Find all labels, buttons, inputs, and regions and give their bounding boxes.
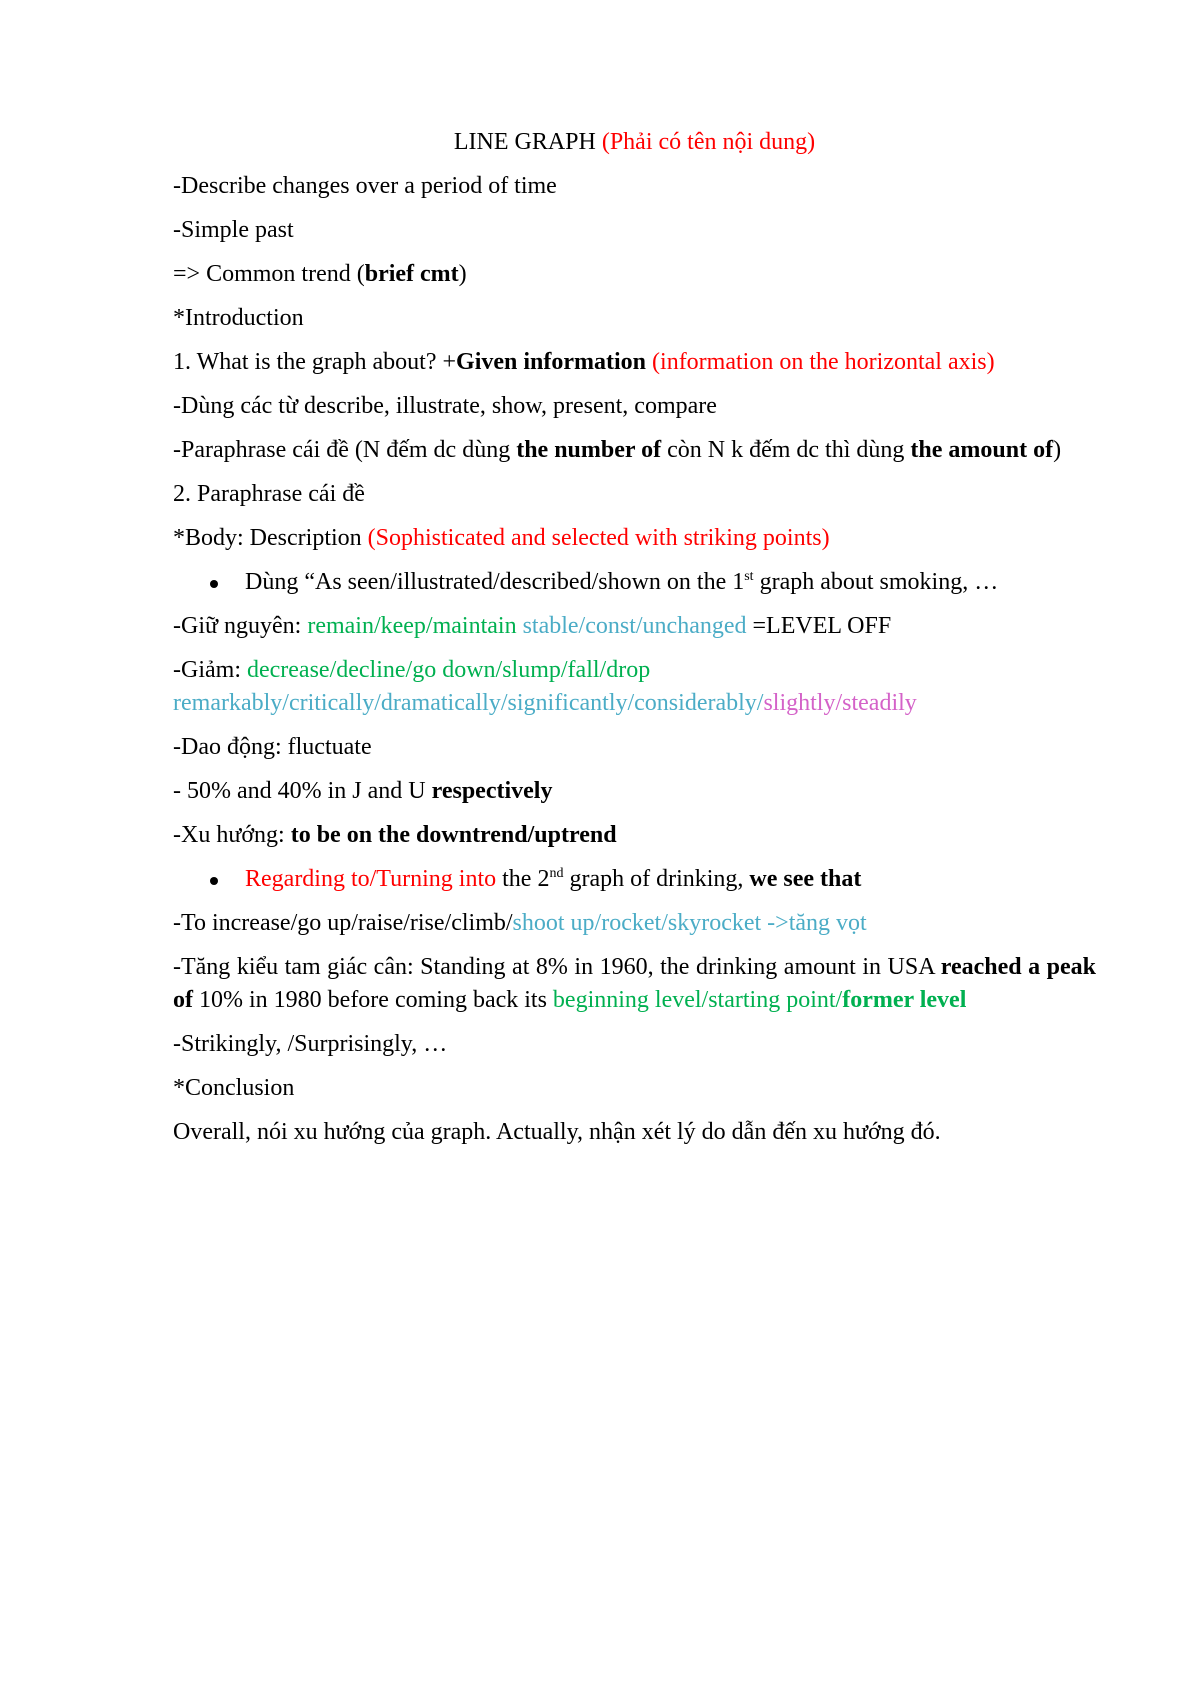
text-segment: 1. What is the graph about? + [173,349,457,375]
line-decrease [173,654,1096,720]
bold-segment: Given information [456,349,647,375]
bold-segment: we see that [749,866,862,892]
green-segment: beginning level/starting point/ [552,987,843,1013]
text-segment: graph of drinking, [563,866,750,892]
pink-segment: slightly/steadily [763,690,917,716]
text-segment: -Giữ nguyên: [173,613,308,639]
line-verbs: -Dùng các từ describe, illustrate, show, present, compare [173,393,717,419]
bold-segment: to be on the downtrend/uptrend [290,822,617,848]
line-peak [173,951,1096,1017]
text-segment: -Tăng kiểu tam giác cân: Standing at 8% in 1960, the drinking amount in USA [173,954,941,980]
blue-segment: shoot up/rocket/skyrocket ->tăng vọt [512,910,867,936]
text-segment: *Body: Description [173,525,368,551]
text-segment: -Giảm: [173,657,247,683]
bold-segment: the number of [516,437,662,463]
line-graph-about [173,346,1096,379]
green-segment: decrease/decline/go down/slump/fall/drop [246,657,651,683]
bold-segment: reached a peak of [173,954,1097,1013]
line-paraphrase-rule [173,434,1096,467]
text-segment: -Xu hướng: [173,822,291,848]
green-bold-segment: former level [842,987,967,1013]
bold-segment: respectively [431,778,553,804]
bullet-icon [210,877,218,885]
bullet-icon [210,580,218,588]
text-segment: graph about smoking, … [753,569,999,595]
bullet-item-regarding [173,863,1096,896]
green-segment: remain/keep/maintain [307,613,517,639]
superscript: nd [549,866,564,881]
text-segment: ) [458,261,467,287]
text-segment: còn N k đếm dc thì dùng [661,437,911,463]
bold-segment: brief cmt [364,261,459,287]
text-segment: -To increase/go up/raise/rise/climb/ [173,910,513,936]
title-main: LINE GRAPH [453,129,602,155]
line-paraphrase: 2. Paraphrase cái đề [173,481,365,507]
heading-introduction: *Introduction [173,305,304,331]
text-segment: 10% in 1980 before coming back its [193,987,553,1013]
document-body [173,126,1096,1160]
line-strikingly: -Strikingly, /Surprisingly, … [173,1031,448,1057]
line-overall: Overall, nói xu hướng của graph. Actually, nhận xét lý do dẫn đến xu hướng đó. [173,1119,941,1145]
heading-body [173,522,1096,555]
line-trend [173,819,1096,852]
red-segment: (information on the horizontal axis) [652,349,995,375]
line-level-off [173,610,1096,643]
blue-segment: / [756,690,764,716]
bullet-item-as-seen [173,566,1096,599]
blue-segment: remarkably/critically/dramatically/significantly/considerably [173,690,757,716]
line-describe-changes: -Describe changes over a period of time [173,173,557,199]
page-title [173,126,1096,159]
title-note: (Phải có tên nội dung) [601,129,816,155]
blue-segment: stable/const/unchanged [522,613,747,639]
line-respectively [173,775,1096,808]
text-segment: => Common trend ( [173,261,365,287]
text-segment: -Paraphrase cái đề (N đếm dc dùng [173,437,517,463]
bold-segment: the amount of [910,437,1054,463]
line-fluctuate: -Dao động: fluctuate [173,734,372,760]
heading-conclusion: *Conclusion [173,1075,295,1101]
line-simple-past: -Simple past [173,217,294,243]
line-increase [173,907,1096,940]
text-segment: - 50% and 40% in J and U [173,778,432,804]
line-common-trend [173,258,1096,291]
text-segment: the 2 [496,866,550,892]
red-segment: Regarding to/Turning into [245,866,497,892]
red-segment: (Sophisticated and selected with striking points) [367,525,830,551]
text-segment: Dùng “As seen/illustrated/described/shown on the 1 [245,569,745,595]
superscript: st [744,569,754,584]
text-segment: ) [1053,437,1062,463]
text-segment: =LEVEL OFF [746,613,892,639]
